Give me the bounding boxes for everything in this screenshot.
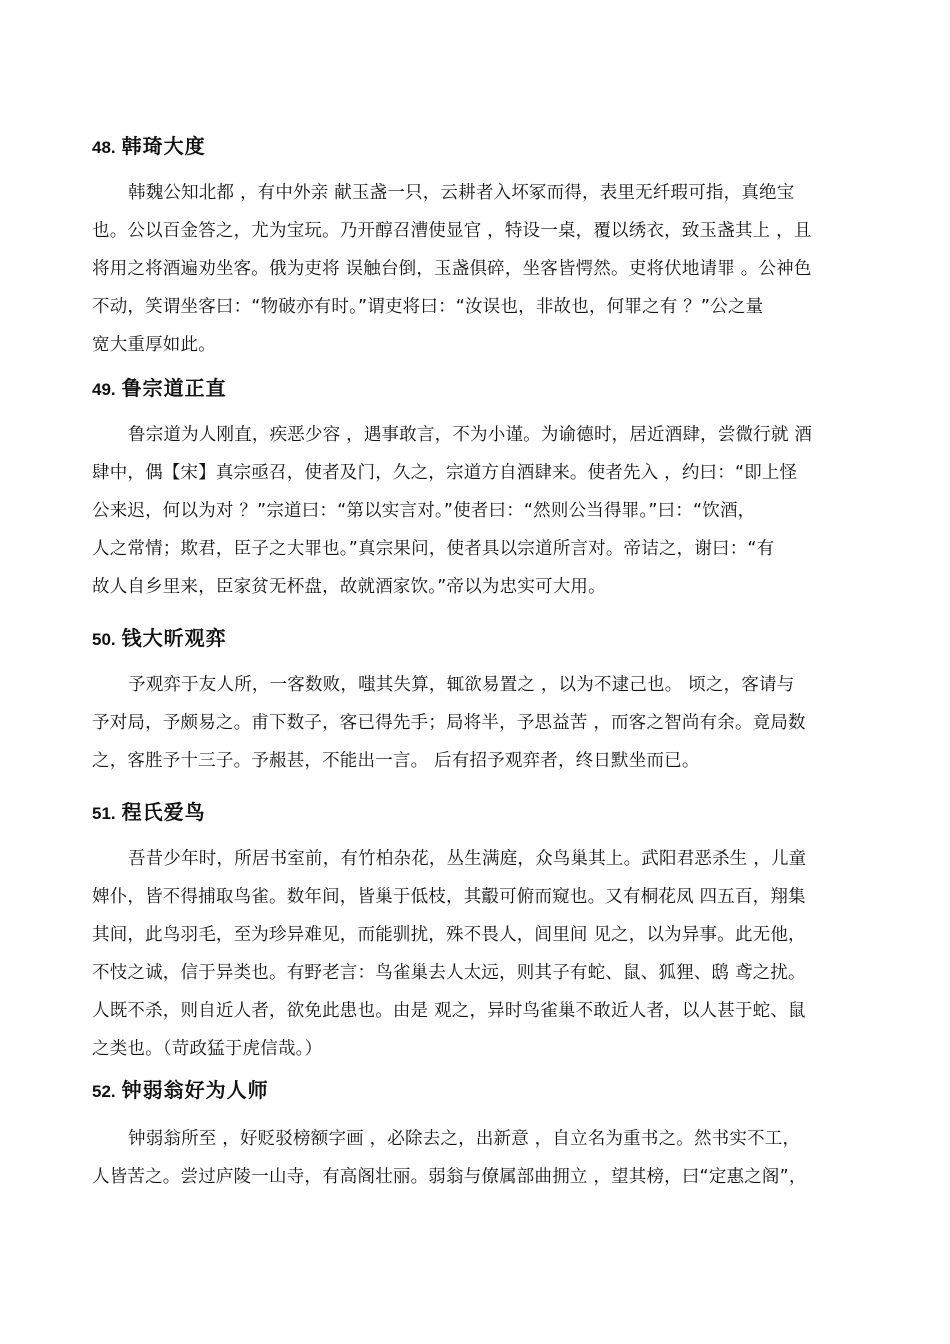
text-line: 人之常情；欺君，臣子之大罪也。”真宗果问，使者具以宗道所言对。帝诘之，谢曰：“有 (92, 539, 775, 559)
section-heading (92, 130, 206, 159)
text-line: 故人自乡里来，臣家贫无杯盘，故就酒家饮。”帝以为忠实可大用。 (92, 577, 606, 597)
section-title: 钟弱翁好为人师 (121, 1078, 269, 1102)
section-number: 52. (92, 1082, 116, 1101)
section-title: 鲁宗道正直 (121, 376, 227, 400)
section-paragraph (92, 178, 822, 368)
text-line: 之类也。（苛政猛于虎信哉。） (92, 1039, 323, 1059)
text-line: 钟弱翁所至 ，好贬驳榜额字画 ，必除去之，出新意 ，自立名为重书之。然书实不工， (128, 1129, 801, 1149)
section-title: 韩琦大度 (121, 134, 206, 158)
text-line: 鲁宗道为人刚直，疾恶少容 ，遇事敢言，不为小谨。为谕德时，居近酒肆，尝微行就 酒 (128, 425, 813, 445)
section-title: 程氏爱鸟 (121, 800, 206, 824)
section-paragraph (92, 844, 822, 1072)
section-heading (92, 372, 227, 401)
text-line: 婢仆，皆不得捕取鸟雀。数年间，皆巢于低枝，其鷇可俯而窥也。又有桐花凤 四五百，翔集 (92, 887, 806, 907)
text-line: 韩魏公知北都 ，有中外亲 献玉盏一只，云耕者入坏冢而得，表里无纤瑕可指，真绝宝 (128, 183, 795, 203)
section-paragraph (92, 1124, 822, 1200)
text-line: 将用之将酒遍劝坐客。俄为吏将 误触台倒，玉盏俱碎，坐客皆愕然。吏将伏地请罪 。公神色 (92, 259, 812, 279)
text-line: 也。公以百金答之，尤为宝玩。乃开醇召漕使显官 ，特设一桌，覆以绣衣，致玉盏其上 ，且 (92, 221, 812, 241)
section-number: 49. (92, 380, 116, 399)
text-line: 人皆苦之。尝过庐陵一山寺，有高阁壮丽。弱翁与僚属部曲拥立 ，望其榜，曰“定惠之阁”， (92, 1167, 807, 1187)
text-line: 吾昔少年时，所居书室前，有竹柏杂花，丛生满庭，众鸟巢其上。武阳君恶杀生 ，儿童 (128, 849, 807, 869)
section-heading (92, 796, 206, 825)
section-title: 钱大昕观弈 (121, 626, 227, 650)
text-line: 其间，此鸟羽毛，至为珍异难见，而能驯扰，殊不畏人，闾里间 见之，以为异事。此无他， (92, 925, 806, 945)
text-line: 肆中，偶【宋】真宗亟召，使者及门，久之，宗道方自酒肆来。使者先入 ，约曰：“即上怪 (92, 463, 798, 483)
text-line: 人既不杀，则自近人者，欲免此患也。由是 观之，异时鸟雀巢不敢近人者，以人甚于蛇、鼠 (92, 1001, 806, 1021)
section-heading (92, 622, 227, 651)
section-number: 50. (92, 630, 116, 649)
section-number: 51. (92, 804, 116, 823)
text-line: 之，客胜予十三子。予赧甚，不能出一言。 后有招予观弈者，终日默坐而已。 (92, 751, 700, 771)
text-line: 宽大重厚如此。 (92, 335, 216, 355)
section-heading (92, 1074, 269, 1103)
section-paragraph (92, 670, 822, 784)
section-number: 48. (92, 138, 116, 157)
text-line: 予对局，予颇易之。甫下数子，客已得先手；局将半，予思益苦 ，而客之智尚有余。竟局数 (92, 713, 806, 733)
section-paragraph (92, 420, 822, 610)
text-line: 不动，笑谓坐客曰：“物破亦有时。”谓吏将曰：“汝误也，非故也，何罪之有 ？”公之量 (92, 297, 764, 317)
text-line: 公来迟，何以为对 ？”宗道曰：“第以实言对。”使者曰：“然则公当得罪。”曰：“饮酒， (92, 501, 756, 521)
text-line: 不忮之诚，信于异类也。有野老言：鸟雀巢去人太远，则其子有蛇、鼠、狐狸、鸱 鸢之扰。 (92, 963, 806, 983)
text-line: 予观弈于友人所，一客数败，嗤其失算，辄欲易置之 ，以为不逮己也。 顷之，客请与 (128, 675, 795, 695)
